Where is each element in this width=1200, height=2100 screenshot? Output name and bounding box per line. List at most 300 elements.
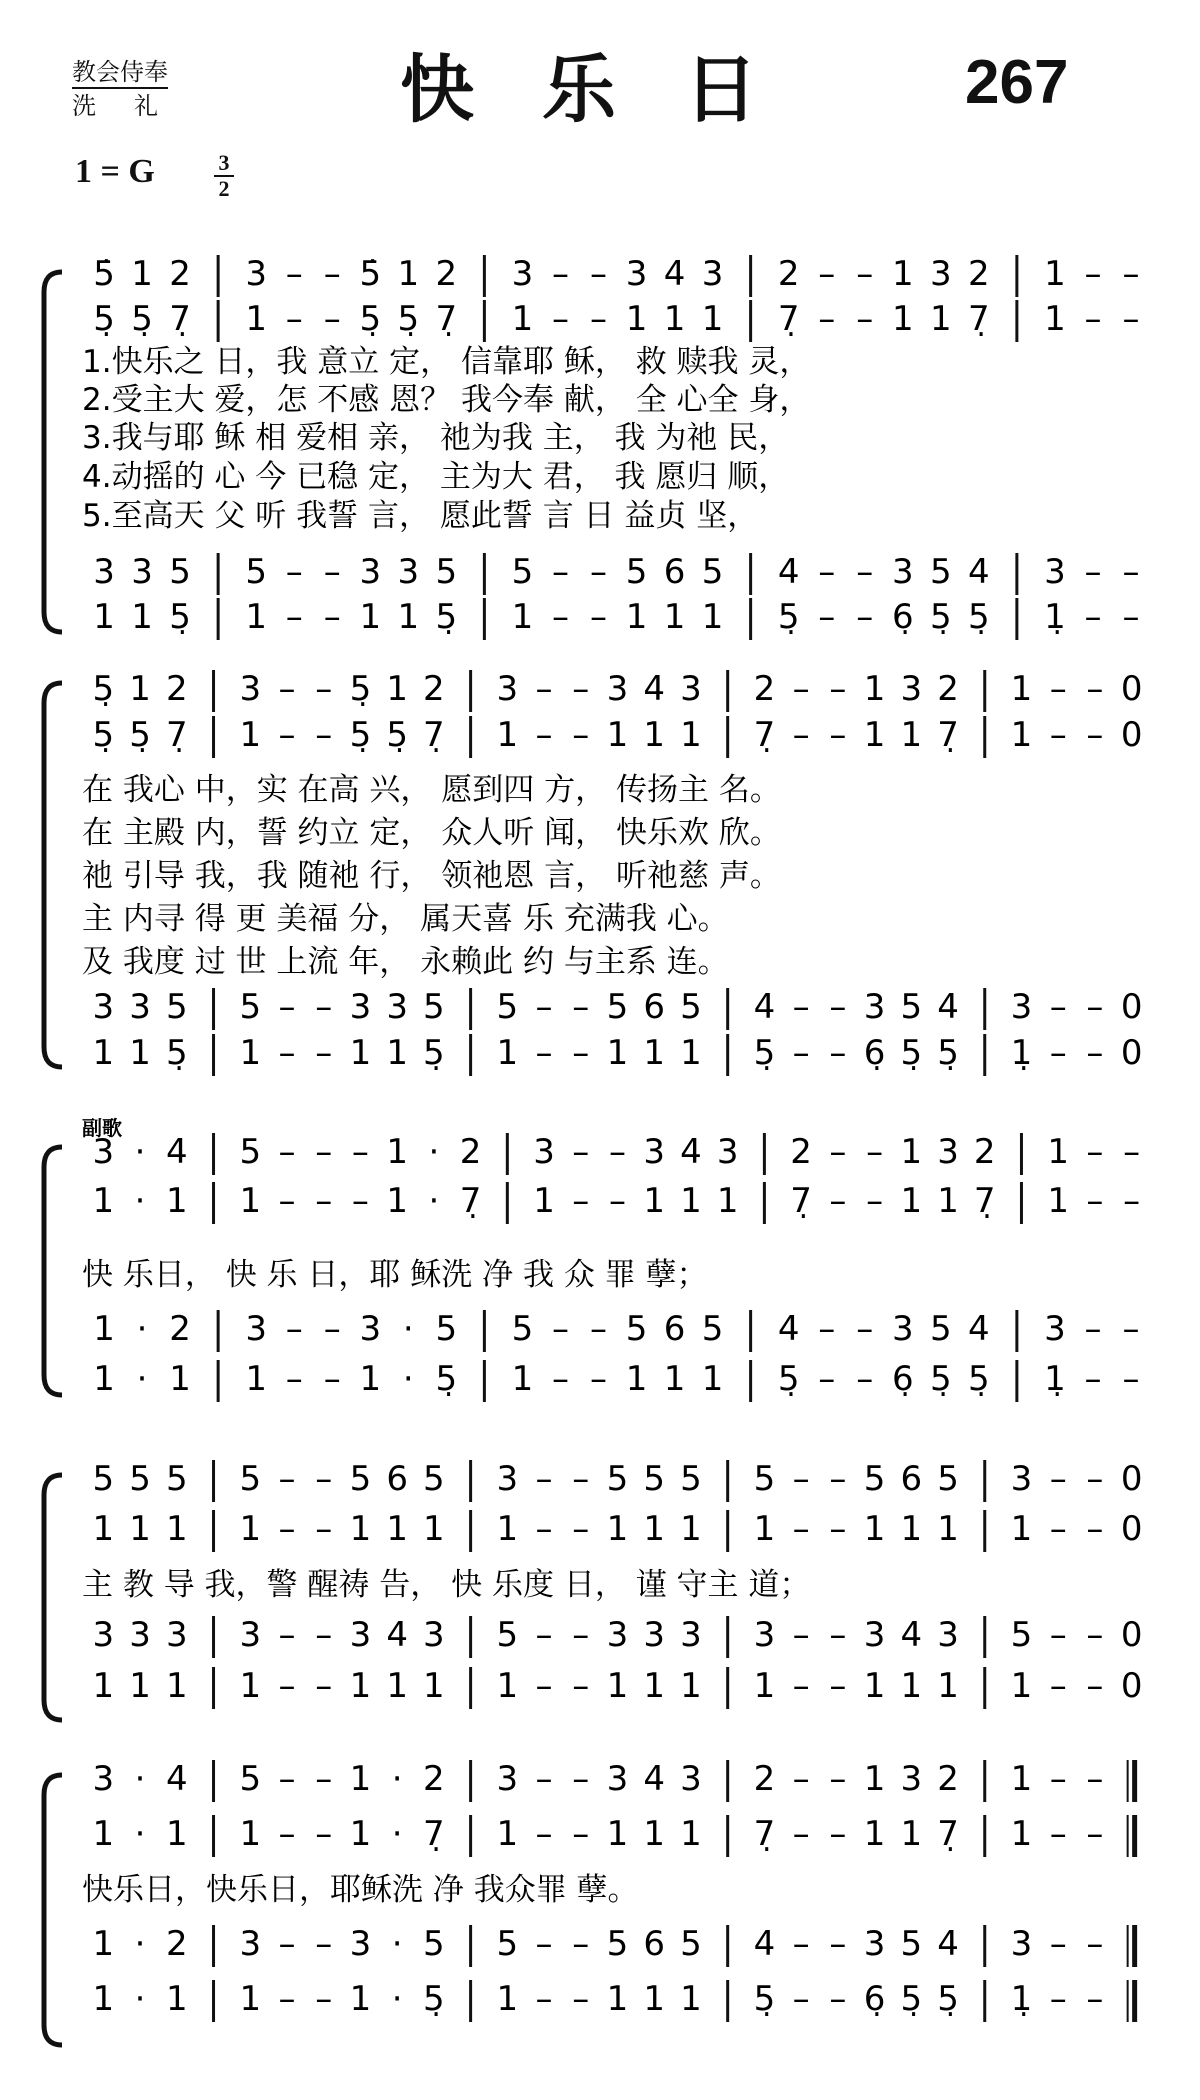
note: – (1122, 254, 1140, 294)
note: – (315, 1132, 333, 1172)
note: – (818, 1359, 836, 1399)
note: – (829, 987, 847, 1027)
note: – (278, 669, 296, 709)
note: 6̣ (891, 1359, 914, 1399)
note: – (285, 1309, 303, 1349)
note: 7̣ (937, 1814, 959, 1854)
note: 1 (680, 1814, 702, 1854)
note: – (351, 1132, 369, 1172)
note: – (535, 1666, 553, 1706)
note: 1 (359, 597, 382, 637)
note: – (535, 715, 553, 755)
note: · (391, 1924, 403, 1964)
note: – (285, 299, 303, 339)
note: 1 (349, 1509, 372, 1549)
note: 5̣ (753, 1033, 776, 1073)
note: 3 (606, 1615, 629, 1655)
note: 3 (245, 1309, 267, 1349)
note: 3 (643, 1132, 666, 1172)
note: 3 (92, 987, 115, 1027)
note: 5 (92, 1459, 115, 1499)
note: 5̣ (397, 299, 420, 339)
note: 1 (349, 1979, 372, 2019)
system-1-lyric-line-3: 3.我与耶 稣 相 爱相 亲， 祂为我 主， 我 为祂 民， (82, 420, 790, 456)
note: 5 (643, 1459, 666, 1499)
system-2-lyric-line-2: 在 主殿 内，誓 约立 定， 众人听 闻， 快乐欢 欣。 (82, 815, 781, 851)
note: – (856, 254, 874, 294)
note: 5̣ (423, 1033, 445, 1073)
note: – (323, 552, 341, 592)
note: – (1086, 987, 1104, 1027)
note: – (1086, 1459, 1104, 1499)
note: 4 (937, 987, 959, 1027)
note: – (535, 1759, 553, 1799)
note: 1 (863, 1814, 886, 1854)
note: 5 (680, 1924, 702, 1964)
note: – (551, 299, 569, 339)
note: 1 (663, 597, 686, 637)
note: 1 (680, 1666, 702, 1706)
note: 5̣ (93, 299, 115, 339)
note: 1 (359, 1359, 382, 1399)
note: · (134, 1924, 146, 1964)
note: 5̣ (777, 597, 800, 637)
note: 5 (165, 987, 188, 1027)
note: 1 (643, 715, 666, 755)
note: 5 (625, 552, 648, 592)
note: – (535, 1459, 553, 1499)
system-3-bracket (44, 1147, 62, 1395)
system-1-lyric-line-2: 2.受主大 爱，怎 不感 恩？ 我今奉 献， 全 心全 身， (82, 382, 811, 418)
note: – (792, 669, 810, 709)
note: – (278, 1924, 296, 1964)
note: 2 (753, 669, 776, 709)
note: 6 (386, 1459, 408, 1499)
note: 1 (165, 1979, 188, 2019)
note: 5̣ (435, 1359, 458, 1399)
note: – (572, 715, 590, 755)
note: – (323, 254, 341, 294)
note: – (829, 1459, 847, 1499)
note: 7̣ (973, 1181, 996, 1221)
note: – (1049, 1459, 1067, 1499)
note: 1 (606, 715, 629, 755)
note: 1 (643, 1033, 666, 1073)
note: 7̣ (968, 299, 990, 339)
note: · (134, 1979, 146, 2019)
note: · (134, 1759, 146, 1799)
note: 5 (435, 1309, 458, 1349)
note: 3 (511, 254, 534, 294)
note: · (136, 1359, 148, 1399)
note: · (391, 1814, 403, 1854)
note: · (428, 1132, 440, 1172)
note: 4 (643, 669, 666, 709)
note: 1 (937, 1509, 959, 1549)
note: 1̣ (1010, 1979, 1033, 2019)
system-2-bass-row (93, 1033, 1143, 1076)
note: 3 (397, 552, 420, 592)
note: 2 (423, 1759, 445, 1799)
note: 2 (423, 669, 445, 709)
note: 1 (239, 1181, 262, 1221)
note: 3 (900, 669, 923, 709)
note: 5 (929, 552, 952, 592)
note: – (572, 987, 590, 1027)
note: 5 (753, 1459, 776, 1499)
note: 5 (625, 1309, 648, 1349)
note: 5 (701, 1309, 724, 1349)
note: – (1086, 1615, 1104, 1655)
note: 5̣ (900, 1033, 923, 1073)
note: – (818, 597, 836, 637)
note: – (278, 1666, 296, 1706)
note: 4 (386, 1615, 408, 1655)
note: 1 (680, 1509, 702, 1549)
note: 1 (349, 1814, 372, 1854)
note: 5̣ (423, 1979, 445, 2019)
note: 4 (777, 552, 800, 592)
note: 5 (423, 1459, 445, 1499)
note: 3 (1044, 1309, 1066, 1349)
note: 1 (1047, 1132, 1070, 1172)
note: 0 (1120, 1459, 1143, 1499)
note: 1 (92, 1924, 115, 1964)
note: 5 (239, 1132, 262, 1172)
note: 1 (239, 715, 262, 755)
note: 2 (169, 254, 191, 294)
note: – (351, 1181, 369, 1221)
note: · (402, 1359, 414, 1399)
note: 3 (496, 1759, 519, 1799)
note: 5 (169, 552, 191, 592)
note: 1 (701, 1359, 724, 1399)
note: 5̣ (937, 1979, 959, 2019)
note: – (278, 1033, 296, 1073)
note: 7̣ (165, 715, 188, 755)
note: 1 (496, 1666, 519, 1706)
note: 3 (239, 1615, 262, 1655)
note: – (1049, 1666, 1067, 1706)
note: – (792, 1459, 810, 1499)
note: 3 (643, 1615, 666, 1655)
note: 1 (1010, 1509, 1033, 1549)
system-2-tenor-row (93, 987, 1143, 1030)
note: 1 (239, 1979, 262, 2019)
note: – (1049, 1033, 1067, 1073)
note: – (792, 1979, 810, 2019)
note: – (1086, 715, 1104, 755)
note: 4 (753, 1924, 776, 1964)
key-signature: 1 = G (75, 153, 155, 190)
note: – (818, 1309, 836, 1349)
note: 3 (937, 1132, 959, 1172)
note: – (278, 1459, 296, 1499)
system-2-lyric-line-5: 及 我度 过 世 上流 年， 永赖此 约 与主系 连。 (82, 944, 729, 980)
note: 4 (680, 1132, 702, 1172)
note: – (285, 597, 303, 637)
note: – (572, 1979, 590, 2019)
note: 4 (165, 1132, 188, 1172)
note: 1 (239, 1033, 262, 1073)
note: – (572, 669, 590, 709)
note: 1 (606, 1509, 629, 1549)
note: 2 (777, 254, 800, 294)
note: 3 (937, 1615, 959, 1655)
note: 5 (863, 1459, 886, 1499)
note: 3 (1010, 1924, 1033, 1964)
note: 1 (92, 1033, 115, 1073)
note: – (315, 669, 333, 709)
system-1-alto-row (93, 299, 1139, 342)
note: 1 (93, 1359, 115, 1399)
note: – (866, 1132, 884, 1172)
note: – (278, 1814, 296, 1854)
note: – (551, 597, 569, 637)
note: 0 (1120, 1666, 1143, 1706)
note: 4 (777, 1309, 800, 1349)
system-2-lyric-line-1: 在 我心 中，实 在高 兴， 愿到四 方， 传扬主 名。 (82, 772, 781, 808)
note: – (1086, 1814, 1104, 1854)
note: 1 (496, 715, 519, 755)
chorus-label: 副歌 (82, 1116, 122, 1140)
note: 1̣ (1044, 1359, 1066, 1399)
note: 3 (131, 552, 153, 592)
system-4-bass-row (93, 1666, 1143, 1709)
note: 7̣ (435, 299, 458, 339)
note: 5̣ (900, 1979, 923, 2019)
note: – (1086, 1033, 1104, 1073)
note: – (856, 1309, 874, 1349)
note: – (572, 1033, 590, 1073)
note: – (551, 1309, 569, 1349)
system-1-bass-row (93, 597, 1139, 640)
note: 1 (1044, 299, 1066, 339)
note: 5 (239, 1759, 262, 1799)
system-4-tenor-row (93, 1615, 1143, 1658)
note: – (1049, 1759, 1067, 1799)
note: 1 (165, 1814, 188, 1854)
note: – (535, 1979, 553, 2019)
system-1-bracket (44, 272, 62, 632)
note: – (792, 1033, 810, 1073)
note: 6 (663, 552, 686, 592)
note: 5 (239, 987, 262, 1027)
note: – (1049, 1979, 1067, 2019)
note: · (134, 1814, 146, 1854)
note: 5̣ (165, 1033, 188, 1073)
note: 7̣ (423, 1814, 445, 1854)
note: – (285, 1359, 303, 1399)
note: 1 (929, 299, 952, 339)
note: 1 (511, 299, 534, 339)
note: – (572, 1814, 590, 1854)
note: 1 (863, 1759, 886, 1799)
note: – (856, 1359, 874, 1399)
note: – (551, 254, 569, 294)
note: – (866, 1181, 884, 1221)
note: 1 (511, 597, 534, 637)
note: 1 (386, 1181, 408, 1221)
note: 1 (423, 1666, 445, 1706)
note: – (285, 254, 303, 294)
note: – (1086, 1979, 1104, 2019)
note: – (829, 1615, 847, 1655)
note: – (315, 1759, 333, 1799)
note: – (278, 1181, 296, 1221)
system-2-lyric-line-4: 主 内寻 得 更 美福 分， 属天喜 乐 充满我 心。 (82, 901, 729, 937)
note: 1 (643, 1666, 666, 1706)
note: 5 (349, 1459, 372, 1499)
note: – (551, 552, 569, 592)
note: · (391, 1979, 403, 2019)
note: 3 (701, 254, 724, 294)
note: 4 (968, 552, 990, 592)
note: 1 (606, 1666, 629, 1706)
note: – (792, 1666, 810, 1706)
note: 5 (701, 552, 724, 592)
system-5-bass-row (93, 1979, 1135, 2022)
note: – (535, 669, 553, 709)
note: 5 (245, 552, 267, 592)
note: – (829, 1132, 847, 1172)
note: – (1084, 552, 1102, 592)
note: 1 (937, 1666, 959, 1706)
system-5-soprano-row (93, 1759, 1135, 1802)
note: 1 (663, 299, 686, 339)
note: 1 (1044, 254, 1066, 294)
note: – (856, 597, 874, 637)
note: 1 (245, 1359, 267, 1399)
note: 1 (93, 1309, 115, 1349)
note: 1 (606, 1033, 629, 1073)
note: 3 (423, 1615, 445, 1655)
note: 3 (863, 987, 886, 1027)
note: – (792, 1759, 810, 1799)
note: 2 (753, 1759, 776, 1799)
note: 4 (165, 1759, 188, 1799)
note: 1 (625, 597, 648, 637)
note: 4 (937, 1924, 959, 1964)
note: 1 (900, 1814, 923, 1854)
note: 3 (239, 669, 262, 709)
note: 2 (937, 669, 959, 709)
note: 2 (435, 254, 458, 294)
system-3-soprano-row (93, 1132, 1141, 1175)
note: 1 (511, 1359, 534, 1399)
note: 3 (606, 1759, 629, 1799)
note: – (1086, 1666, 1104, 1706)
note: 3 (863, 1615, 886, 1655)
note: 5 (435, 552, 458, 592)
note: 5 (129, 1459, 151, 1499)
note: 1 (701, 597, 724, 637)
note: 5 (900, 987, 923, 1027)
note: 1 (386, 1132, 408, 1172)
note: – (572, 1666, 590, 1706)
note: 7̣ (423, 715, 445, 755)
note: – (856, 299, 874, 339)
note: 1 (397, 254, 420, 294)
note: 5̣ (359, 299, 382, 339)
note: – (572, 1924, 590, 1964)
note: 1 (129, 1666, 151, 1706)
note: – (589, 552, 607, 592)
note: – (609, 1132, 626, 1172)
note: – (829, 1509, 847, 1549)
note: 5̣ (92, 669, 115, 709)
note: 5̣ (968, 1359, 990, 1399)
note: – (278, 1615, 296, 1655)
note: – (315, 1509, 333, 1549)
note: – (323, 299, 341, 339)
hymn-title: 快乐日 (400, 47, 826, 133)
note: 1 (533, 1181, 555, 1221)
note: 3 (93, 552, 115, 592)
note: – (535, 1509, 553, 1549)
note: 5̣ (929, 597, 952, 637)
system-4-soprano-row (93, 1459, 1143, 1502)
note: – (829, 669, 847, 709)
note: 1 (606, 1814, 629, 1854)
system-5-alto-row (93, 1814, 1135, 1857)
note: – (1086, 669, 1104, 709)
note: – (1084, 299, 1102, 339)
note: 1 (245, 597, 267, 637)
note: 7̣ (753, 1814, 776, 1854)
note: 1 (863, 1666, 886, 1706)
note: 1 (165, 1509, 188, 1549)
note: – (1084, 1359, 1102, 1399)
system-4-lyric-line-1: 主 教 导 我，警 醒祷 告， 快 乐度 日， 谨 守主 道； (82, 1567, 811, 1603)
note: 5 (900, 1924, 923, 1964)
note: 6̣ (863, 1033, 886, 1073)
note: 3 (129, 1615, 151, 1655)
note: – (818, 254, 836, 294)
note: 1 (129, 1509, 151, 1549)
note: 5̣ (92, 715, 115, 755)
note: 5 (937, 1459, 959, 1499)
note: – (829, 715, 847, 755)
note: 0 (1120, 1033, 1143, 1073)
note: 2 (165, 669, 188, 709)
note: – (829, 1759, 847, 1799)
note: 5 (423, 1924, 445, 1964)
note: 5 (929, 1309, 952, 1349)
note: 2 (973, 1132, 996, 1172)
note: 5 (680, 987, 702, 1027)
note: – (1049, 1924, 1067, 1964)
note: 3 (92, 1615, 115, 1655)
note: – (1049, 715, 1067, 755)
note: 5̣ (753, 1979, 776, 2019)
note: – (1049, 1814, 1067, 1854)
system-1-lyric-line-4: 4.动摇的 心 今 已稳 定， 主为大 君， 我 愿归 顺， (82, 459, 790, 495)
note: – (278, 1759, 296, 1799)
system-5-lyric-line-1: 快乐日，快乐日，耶稣洗 净 我众罪 孽。 (82, 1872, 639, 1908)
note: 1̣ (1010, 1033, 1033, 1073)
note: 3 (1010, 987, 1033, 1027)
note: 1 (625, 1359, 648, 1399)
note: 2 (169, 1309, 191, 1349)
system-1-soprano-row (93, 254, 1139, 297)
note: 1 (92, 1814, 115, 1854)
note: 1 (169, 1359, 191, 1399)
system-3-alto-row (93, 1181, 1141, 1224)
system-2-lyric-line-3: 祂 引导 我，我 随祂 行， 领祂恩 言， 听祂慈 声。 (82, 858, 781, 894)
note: 3 (386, 987, 408, 1027)
note: 6̣ (863, 1979, 886, 2019)
